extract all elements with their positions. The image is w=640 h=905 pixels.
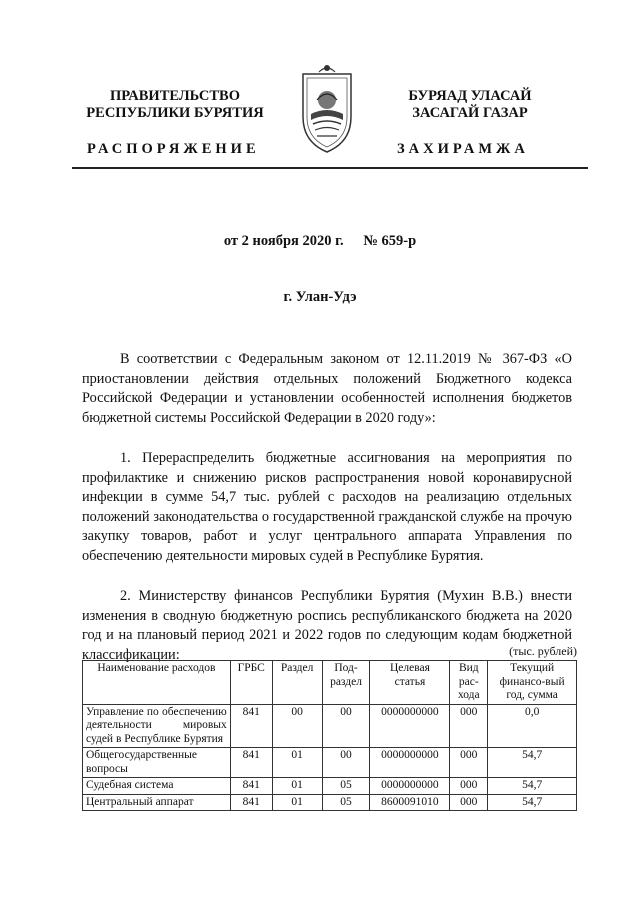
table-header-row	[83, 661, 577, 705]
table-cell: 0000000000	[370, 748, 450, 778]
table-units: (тыс. рублей)	[509, 644, 577, 658]
document-body	[82, 350, 572, 686]
table-cell: 8600091010	[370, 794, 450, 811]
table-cell: 00	[322, 704, 370, 748]
table-cell: Управление по обеспечению деятельности мировых судей в Республике Бурятия	[83, 704, 231, 748]
col-header: Раздел	[272, 661, 322, 705]
table-cell: 00	[272, 704, 322, 748]
issuer-ru-line2: РЕСПУБЛИКИ БУРЯТИЯ	[86, 105, 264, 121]
coat-of-arms-icon	[297, 62, 357, 157]
col-header: Целевая статья	[370, 661, 450, 705]
table-cell: 00	[322, 748, 370, 778]
paragraph-2: 2. Министерству финансов Республики Бурятия (Мухин В.В.) внести изменения в сводную бюджетную роспись республиканского бюджета на 2020 год и на плановый период 2021 и 2022 годов по следующим кодам бюджетной классификации:	[82, 588, 572, 663]
table-row	[83, 748, 577, 778]
table-cell: 0000000000	[370, 778, 450, 795]
table-cell: 841	[230, 748, 272, 778]
table-cell: 05	[322, 794, 370, 811]
doc-number: № 659-р	[363, 233, 417, 249]
table-cell: 54,7	[488, 778, 577, 795]
table-cell: 54,7	[488, 748, 577, 778]
table-cell: Центральный аппарат	[83, 794, 231, 811]
table-cell: 000	[450, 704, 488, 748]
budget-table	[82, 660, 577, 811]
doc-type-ru: РАСПОРЯЖЕНИЕ	[87, 141, 260, 157]
table-cell: Судебная система	[83, 778, 231, 795]
header-divider	[72, 167, 588, 169]
document-header	[0, 0, 640, 180]
paragraph-1: 1. Перераспределить бюджетные ассигнования на мероприятия по профилактике и снижению рисков распространения новой коронавирусной инфекции в сумме 54,7 тыс. рублей с расходов на реализацию отдельных положений законодательства о государственной гражданской службе на прочую закупку товаров, работ и услуг центрального аппарата Управления по обеспечению деятельности мировых судей в Республике Бурятия.	[82, 450, 572, 564]
date-number-line	[0, 233, 640, 250]
issuer-bua	[370, 88, 570, 122]
issuer-ru-line1: ПРАВИТЕЛЬСТВО	[110, 88, 240, 104]
table-cell: 841	[230, 794, 272, 811]
table-cell: 05	[322, 778, 370, 795]
table-cell: 000	[450, 794, 488, 811]
table-cell: 01	[272, 794, 322, 811]
doc-city: г. Улан-Удэ	[283, 289, 357, 305]
issuer-bua-line1: БУРЯАД УЛАСАЙ	[408, 88, 532, 104]
col-header: Текущий финансо-вый год, сумма	[488, 661, 577, 705]
table-cell: 54,7	[488, 794, 577, 811]
table-row	[83, 704, 577, 748]
table-cell: 841	[230, 704, 272, 748]
col-header: ГРБС	[230, 661, 272, 705]
table-row	[83, 778, 577, 795]
col-header: Под-раздел	[322, 661, 370, 705]
table-cell: 000	[450, 748, 488, 778]
issuer-ru	[75, 88, 275, 122]
table-cell: 0000000000	[370, 704, 450, 748]
col-header: Наименование расходов	[83, 661, 231, 705]
doc-type-bua: ЗАХИРАМЖА	[397, 141, 529, 157]
table-cell: 841	[230, 778, 272, 795]
table-cell: 01	[272, 748, 322, 778]
table-cell: 0,0	[488, 704, 577, 748]
doc-date: от 2 ноября 2020 г.	[223, 233, 344, 249]
issuer-bua-line2: ЗАСАГАЙ ГАЗАР	[412, 105, 528, 121]
col-header: Вид рас-хода	[450, 661, 488, 705]
table-row	[83, 794, 577, 811]
table-cell: 01	[272, 778, 322, 795]
table-cell: 000	[450, 778, 488, 795]
paragraph-preamble: В соответствии с Федеральным законом от 12.11.2019 № 367-ФЗ «О приостановлении действия отдельных положений Бюджетного кодекса Российской Федерации и установлении особенностей исполнения бюджетов бюджетной системы Российской Федерации в 2020 году»:	[82, 351, 572, 426]
table-cell: Общегосударственные вопросы	[83, 748, 231, 778]
